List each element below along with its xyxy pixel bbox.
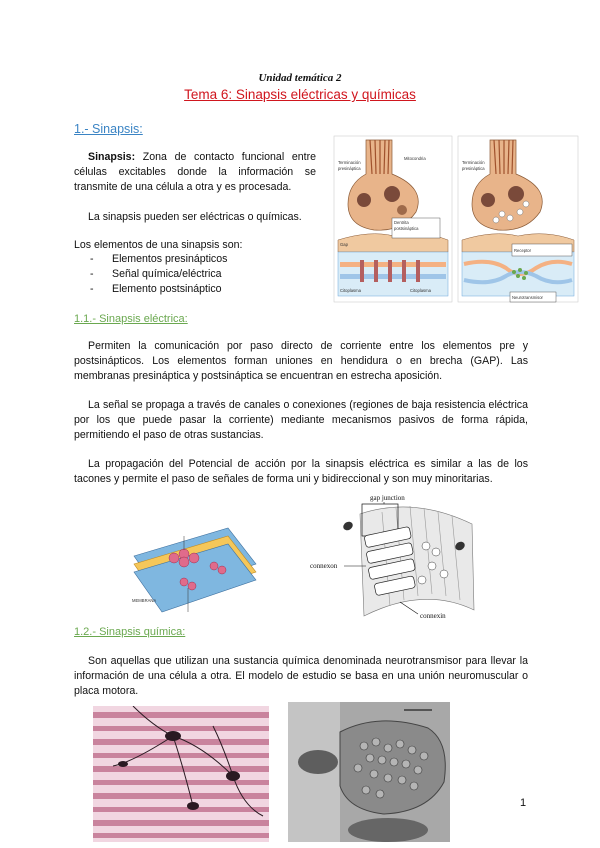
svg-text:Terminación: Terminación	[462, 160, 485, 165]
list-item: - Elementos presinápticos	[74, 252, 227, 267]
definition-line-2: células excitables donde la información se	[74, 166, 316, 178]
svg-text:Terminación: Terminación	[338, 160, 361, 165]
definition-line-1: Zona de contacto funcional entre	[142, 151, 316, 163]
synapse-types-text: La sinapsis pueden ser eléctricas o químicas.	[88, 211, 302, 223]
section-heading-sinapsis: 1.- Sinapsis:	[74, 122, 143, 136]
svg-text:Neurotransmisor: Neurotransmisor	[512, 295, 543, 300]
gap-junction-label: gap junction	[370, 494, 405, 502]
unit-title: Unidad temática 2	[258, 72, 342, 84]
section-heading-quimica: 1.2.- Sinapsis química:	[74, 626, 186, 638]
neuromuscular-micrograph	[93, 706, 269, 842]
svg-text:Receptor: Receptor	[514, 248, 531, 253]
elements-list	[74, 252, 227, 297]
svg-text:Mitocondria: Mitocondria	[404, 156, 426, 161]
electron-micrograph	[288, 702, 450, 842]
connexon-label: connexon	[310, 562, 338, 570]
electrica-paragraph-2: La señal se propaga a través de canales o conexiones (regiones de baja resistencia eléctrica por los que puede pasar la corriente) mediante mecanismos pasivos de forma rápida, permitiendo el paso de otras sustancias.	[74, 399, 528, 441]
svg-text:Dentrita: Dentrita	[394, 220, 409, 225]
list-item: - Elemento postsináptico	[74, 282, 227, 297]
synapse-panel-b	[458, 136, 578, 302]
electrica-paragraph-3: La propagación del Potencial de acción por la sinapsis eléctrica es similar a las de los tacones y permite el paso de señales de forma uni y bidireccional y son muy minoritarias.	[74, 458, 528, 485]
connexin-label: connexin	[420, 612, 446, 620]
electrica-paragraph-1: Permiten la comunicación por paso directo de corriente entre los elementos pre y postsinápticos. Los elementos forman uniones en hendidura o en brecha (GAP). Las membranas presináptica y postsináptica se encuentran en estrecha aposición.	[74, 340, 528, 382]
page-number: 1	[520, 797, 527, 809]
list-item: - Señal química/eléctrica	[74, 267, 227, 282]
definition-paragraph	[74, 150, 316, 195]
gap-junction-figure	[304, 490, 480, 622]
quimica-paragraph-1: Son aquellas que utilizan una sustancia química denominada neurotransmisor para llevar la información de una célula a otra. El modelo de estudio se basa en una unión neuromuscular o placa motora.	[74, 655, 528, 697]
topic-title: Tema 6: Sinapsis eléctricas y químicas	[184, 87, 416, 102]
definition-term: Sinapsis:	[88, 151, 136, 163]
svg-text:postsináptica: postsináptica	[394, 226, 419, 231]
svg-text:MEMBRANA: MEMBRANA	[132, 598, 157, 603]
membrane-channels-figure	[128, 516, 260, 620]
svg-text:Citoplasma: Citoplasma	[410, 288, 431, 293]
synapse-panel-a	[334, 136, 452, 302]
svg-text:Gap: Gap	[340, 242, 348, 247]
definition-line-3: transmite de una célula a otra y es procesada.	[74, 181, 292, 193]
section-heading-electrica: 1.1.- Sinapsis eléctrica:	[74, 313, 188, 325]
synapse-diagram-figure	[330, 134, 582, 304]
svg-text:Citoplasma: Citoplasma	[340, 288, 361, 293]
svg-text:presináptica: presináptica	[338, 166, 361, 171]
elements-intro: Los elementos de una sinapsis son:	[74, 239, 243, 251]
svg-text:presináptica: presináptica	[462, 166, 485, 171]
